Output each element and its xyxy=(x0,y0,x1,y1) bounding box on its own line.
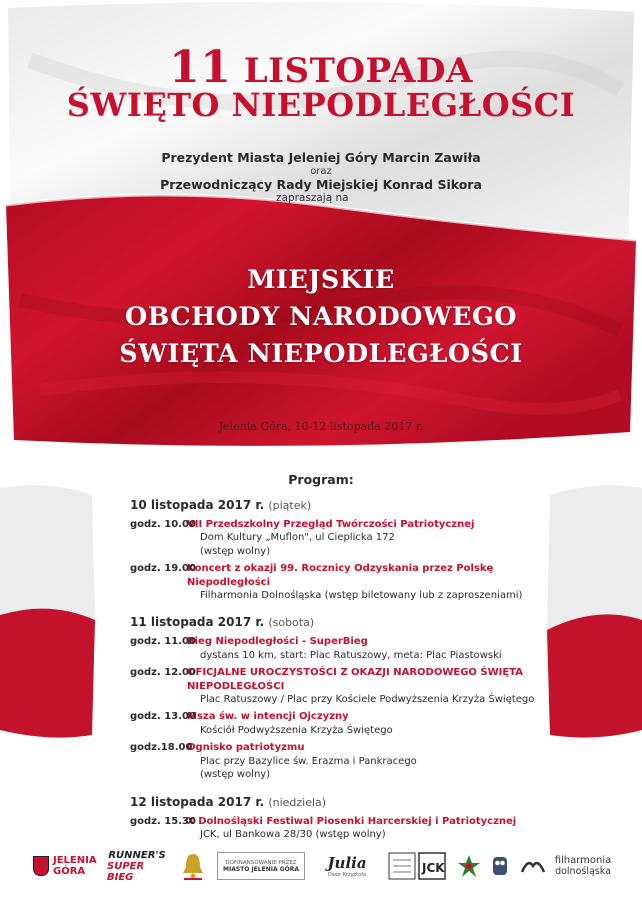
event-time: godz.18.00 xyxy=(130,742,193,754)
event-note: (wstęp wolny) xyxy=(200,769,271,781)
day-date: 11 listopada 2017 r. xyxy=(130,615,265,630)
day-weekday: (piątek) xyxy=(268,499,312,512)
owl-icon xyxy=(491,853,509,879)
event-item xyxy=(130,710,550,737)
runners-superbieg-logo xyxy=(107,848,167,884)
event-venue: Filharmonia Dolnośląska (wstęp biletowany lub z zaproszeniami) xyxy=(200,590,523,602)
host-council-chair: Przewodniczący Rady Miejskiej Konrad Sikora xyxy=(160,177,482,192)
svg-text:JCK: JCK xyxy=(422,861,445,875)
event-item xyxy=(130,518,550,558)
event-item xyxy=(130,741,550,781)
julia-subtext: Dwór Krzyżtofa xyxy=(327,872,367,878)
host-conjunction: oraz xyxy=(310,166,332,177)
main-heading-line3: ŚWIĘTA NIEPODLEGŁOŚCI xyxy=(119,339,523,369)
event-venue: JCK, ul Bankowa 28/30 (wstęp wolny) xyxy=(200,828,386,840)
event-venue: Plac Ratuszowy / Plac przy Kościele Podwyższenia Krzyża Świętego xyxy=(200,694,535,706)
day-weekday: (niedziela) xyxy=(268,795,327,809)
jelenia-gora-logo xyxy=(33,848,95,884)
day-heading xyxy=(130,794,550,811)
day-date: 10 listopada 2017 r. xyxy=(130,498,265,512)
event-time: godz. 10.00 xyxy=(130,519,196,530)
event-name: VII Przedszkolny Przegląd Twórczości Patriotycznej xyxy=(187,519,475,530)
title-day-number: 11 xyxy=(169,42,232,93)
title-month: LISTOPADA xyxy=(243,51,473,91)
side-flag-right xyxy=(547,480,642,740)
main-heading xyxy=(0,262,642,373)
invite-text: zapraszają na xyxy=(276,192,349,204)
owl-logo xyxy=(489,848,511,884)
cofinancing-logo xyxy=(217,852,305,880)
filharmonia-text: filharmonia xyxy=(554,855,612,866)
day-heading xyxy=(130,614,550,631)
main-heading-line1: MIEJSKIE xyxy=(247,265,395,295)
side-flag-left xyxy=(0,480,95,740)
title-holiday: ŚWIĘTO NIEPODLEGŁOŚCI xyxy=(66,86,576,124)
event-name: OFICJALNE UROCZYSTOŚCI Z OKAZJI NARODOWEGO ŚWIĘTA NIEPODLEGŁOŚCI xyxy=(187,667,523,692)
event-item xyxy=(130,635,550,662)
event-item xyxy=(130,815,550,842)
jck-icon xyxy=(388,850,446,882)
event-venue: Dom Kultury „Muflon", ul Cieplicka 172 xyxy=(200,532,395,544)
julia-logo xyxy=(317,848,377,884)
program-schedule xyxy=(130,497,550,841)
bell-icon xyxy=(180,851,206,881)
runners-text: RUNNER'S xyxy=(108,849,166,861)
bell-logo xyxy=(175,848,211,884)
place-and-dates: Jelenia Góra, 10-12 listopada 2017 r. xyxy=(218,420,424,433)
event-name: Msza św. w intencji Ojczyzny xyxy=(187,711,349,723)
jck-logo xyxy=(387,848,447,884)
jelenia-gora-logo-text: JELENIA GÓRA xyxy=(53,855,97,877)
day-date: 12 listopada 2017 r. xyxy=(130,794,265,809)
event-note: (wstęp wolny) xyxy=(200,545,271,557)
event-name: Bieg Niepodległości - SuperBieg xyxy=(187,636,368,648)
city-crest-icon xyxy=(33,856,49,876)
sponsor-logos xyxy=(25,848,625,888)
event-time: godz. 13.00 xyxy=(130,711,196,723)
day-heading xyxy=(130,497,550,514)
superbieg-text: SUPER BIEG xyxy=(107,860,145,883)
event-item xyxy=(130,562,550,602)
cofinancing-bottom-text: MIASTO JELENIA GÓRA xyxy=(223,865,299,873)
event-name: X Dolnośląski Festiwal Piosenki Harcerskiej i Patriotycznej xyxy=(187,815,517,827)
event-time: godz. 12.00 xyxy=(130,667,196,679)
scouts-logo xyxy=(455,848,483,884)
event-venue: Plac przy Bazylice św. Erazma i Pankracego xyxy=(200,755,417,767)
cofinancing-top-text: DOFINANSOWANIE PRZEZ xyxy=(225,859,297,866)
event-venue: dystans 10 km, start: Plac Ratuszowy, meta: Plac Piastowski xyxy=(200,649,502,661)
event-item xyxy=(130,666,550,706)
day-weekday: (sobota) xyxy=(268,616,315,630)
filharmonia-icon xyxy=(520,856,546,876)
event-name: Ognisko patriotyzmu xyxy=(187,742,305,754)
host-president: Prezydent Miasta Jeleniej Góry Marcin Zawiła xyxy=(161,150,481,165)
dolnoslaska-text: dolnośląska xyxy=(555,866,611,877)
event-time: godz. 11.00 xyxy=(130,636,196,648)
event-time: godz. 19.00 xyxy=(130,563,196,575)
event-venue: Kościół Podwyższenia Krzyża Świętego xyxy=(200,724,393,736)
main-heading-line2: OBCHODY NARODOWEGO xyxy=(125,302,517,332)
program-title: Program: xyxy=(288,472,354,487)
hosts-block xyxy=(0,150,642,204)
julia-text: Julia xyxy=(327,854,367,872)
filharmonia-logo xyxy=(520,848,620,884)
event-name: Koncert z okazji 99. Rocznicy Odzyskania przez Polskę Niepodległości xyxy=(187,563,494,588)
scout-lily-icon xyxy=(456,853,482,879)
event-time: godz. 15.30 xyxy=(130,815,196,827)
